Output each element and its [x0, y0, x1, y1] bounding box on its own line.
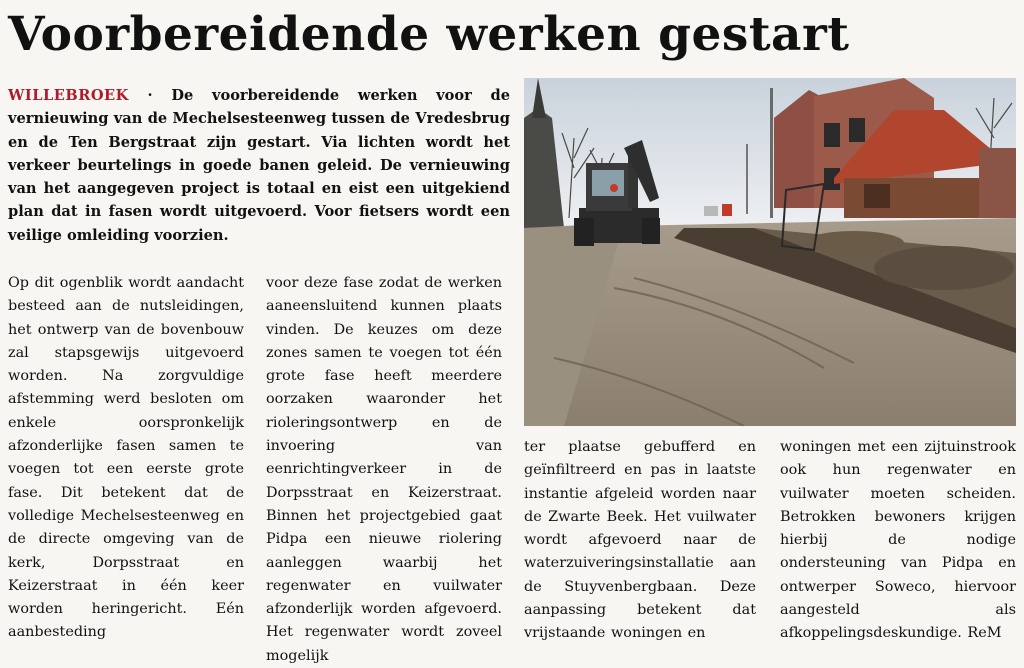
headline: Voorbereidende werken gestart — [8, 7, 850, 62]
dateline-place: WILLEBROEK — [8, 87, 129, 104]
body-column-4: woningen met een zijtuinstrook ook hun regenwater en vuilwater moeten scheiden. Betrokken bewoners krijgen hierbij de nodige ondersteuning van Pidpa en ontwerper Soweco, hiervoor aangesteld als afkoppelingsdeskundige. ReM — [780, 439, 1016, 642]
lead-paragraph — [8, 84, 510, 247]
dateline-separator: · — [128, 87, 172, 104]
body-column-2: voor deze fase zodat de werken aaneensluitend kunnen plaats vinden. De keuzes om deze zones samen te voegen tot één grote fase heeft meerdere oorzaken waaronder het rioleringsontwerp en de invoering van eenrichtingverkeer in de Dorpsstraat en Keizerstraat. Binnen het projectgebied gaat Pidpa een nieuwe riolering aanleggen waarbij het regenwater en vuilwater afzonderlijk worden afgevoerd. Het regenwater wordt zoveel mogelijk — [266, 275, 502, 664]
body-column-3: ter plaatse gebufferd en geïnfiltreerd en pas in laatste instantie afgeleid worden naar de Zwarte Beek. Het vuilwater wordt afgevoerd naar de waterzuiveringsinstallatie aan de Stuyvenbergbaan. Deze aanpassing betekent dat vrijstaande woningen en — [524, 439, 756, 642]
lead-text: De voorbereidende werken voor de vernieuwing van de Mechelsesteenweg tussen de Vredesbrug en de Ten Bergstraat zijn gestart. Via lichten wordt het verkeer beurtelings in goede banen geleid. De vernieuwing van het aangegeven project is totaal en eist een uitgekiend plan dat in fasen wordt uitgevoerd. Voor fietsers wordt een veilige omleiding voorzien. — [8, 87, 510, 244]
roadworks-photo — [524, 78, 1016, 426]
body-column-1: Op dit ogenblik wordt aandacht besteed aan de nutsleidingen, het ontwerp van de bovenbouw zal stapsgewijs uitgevoerd worden. Na zorgvuldige afstemming werd besloten om enkele oorspronkelijk afzonderlijke fasen samen te voegen tot een eerste grote fase. Dit betekent dat de volledige Mechelsesteenweg en de directe omgeving van de kerk, Dorpsstraat en Keizerstraat in één keer worden heringericht. Eén aanbesteding — [8, 275, 244, 641]
